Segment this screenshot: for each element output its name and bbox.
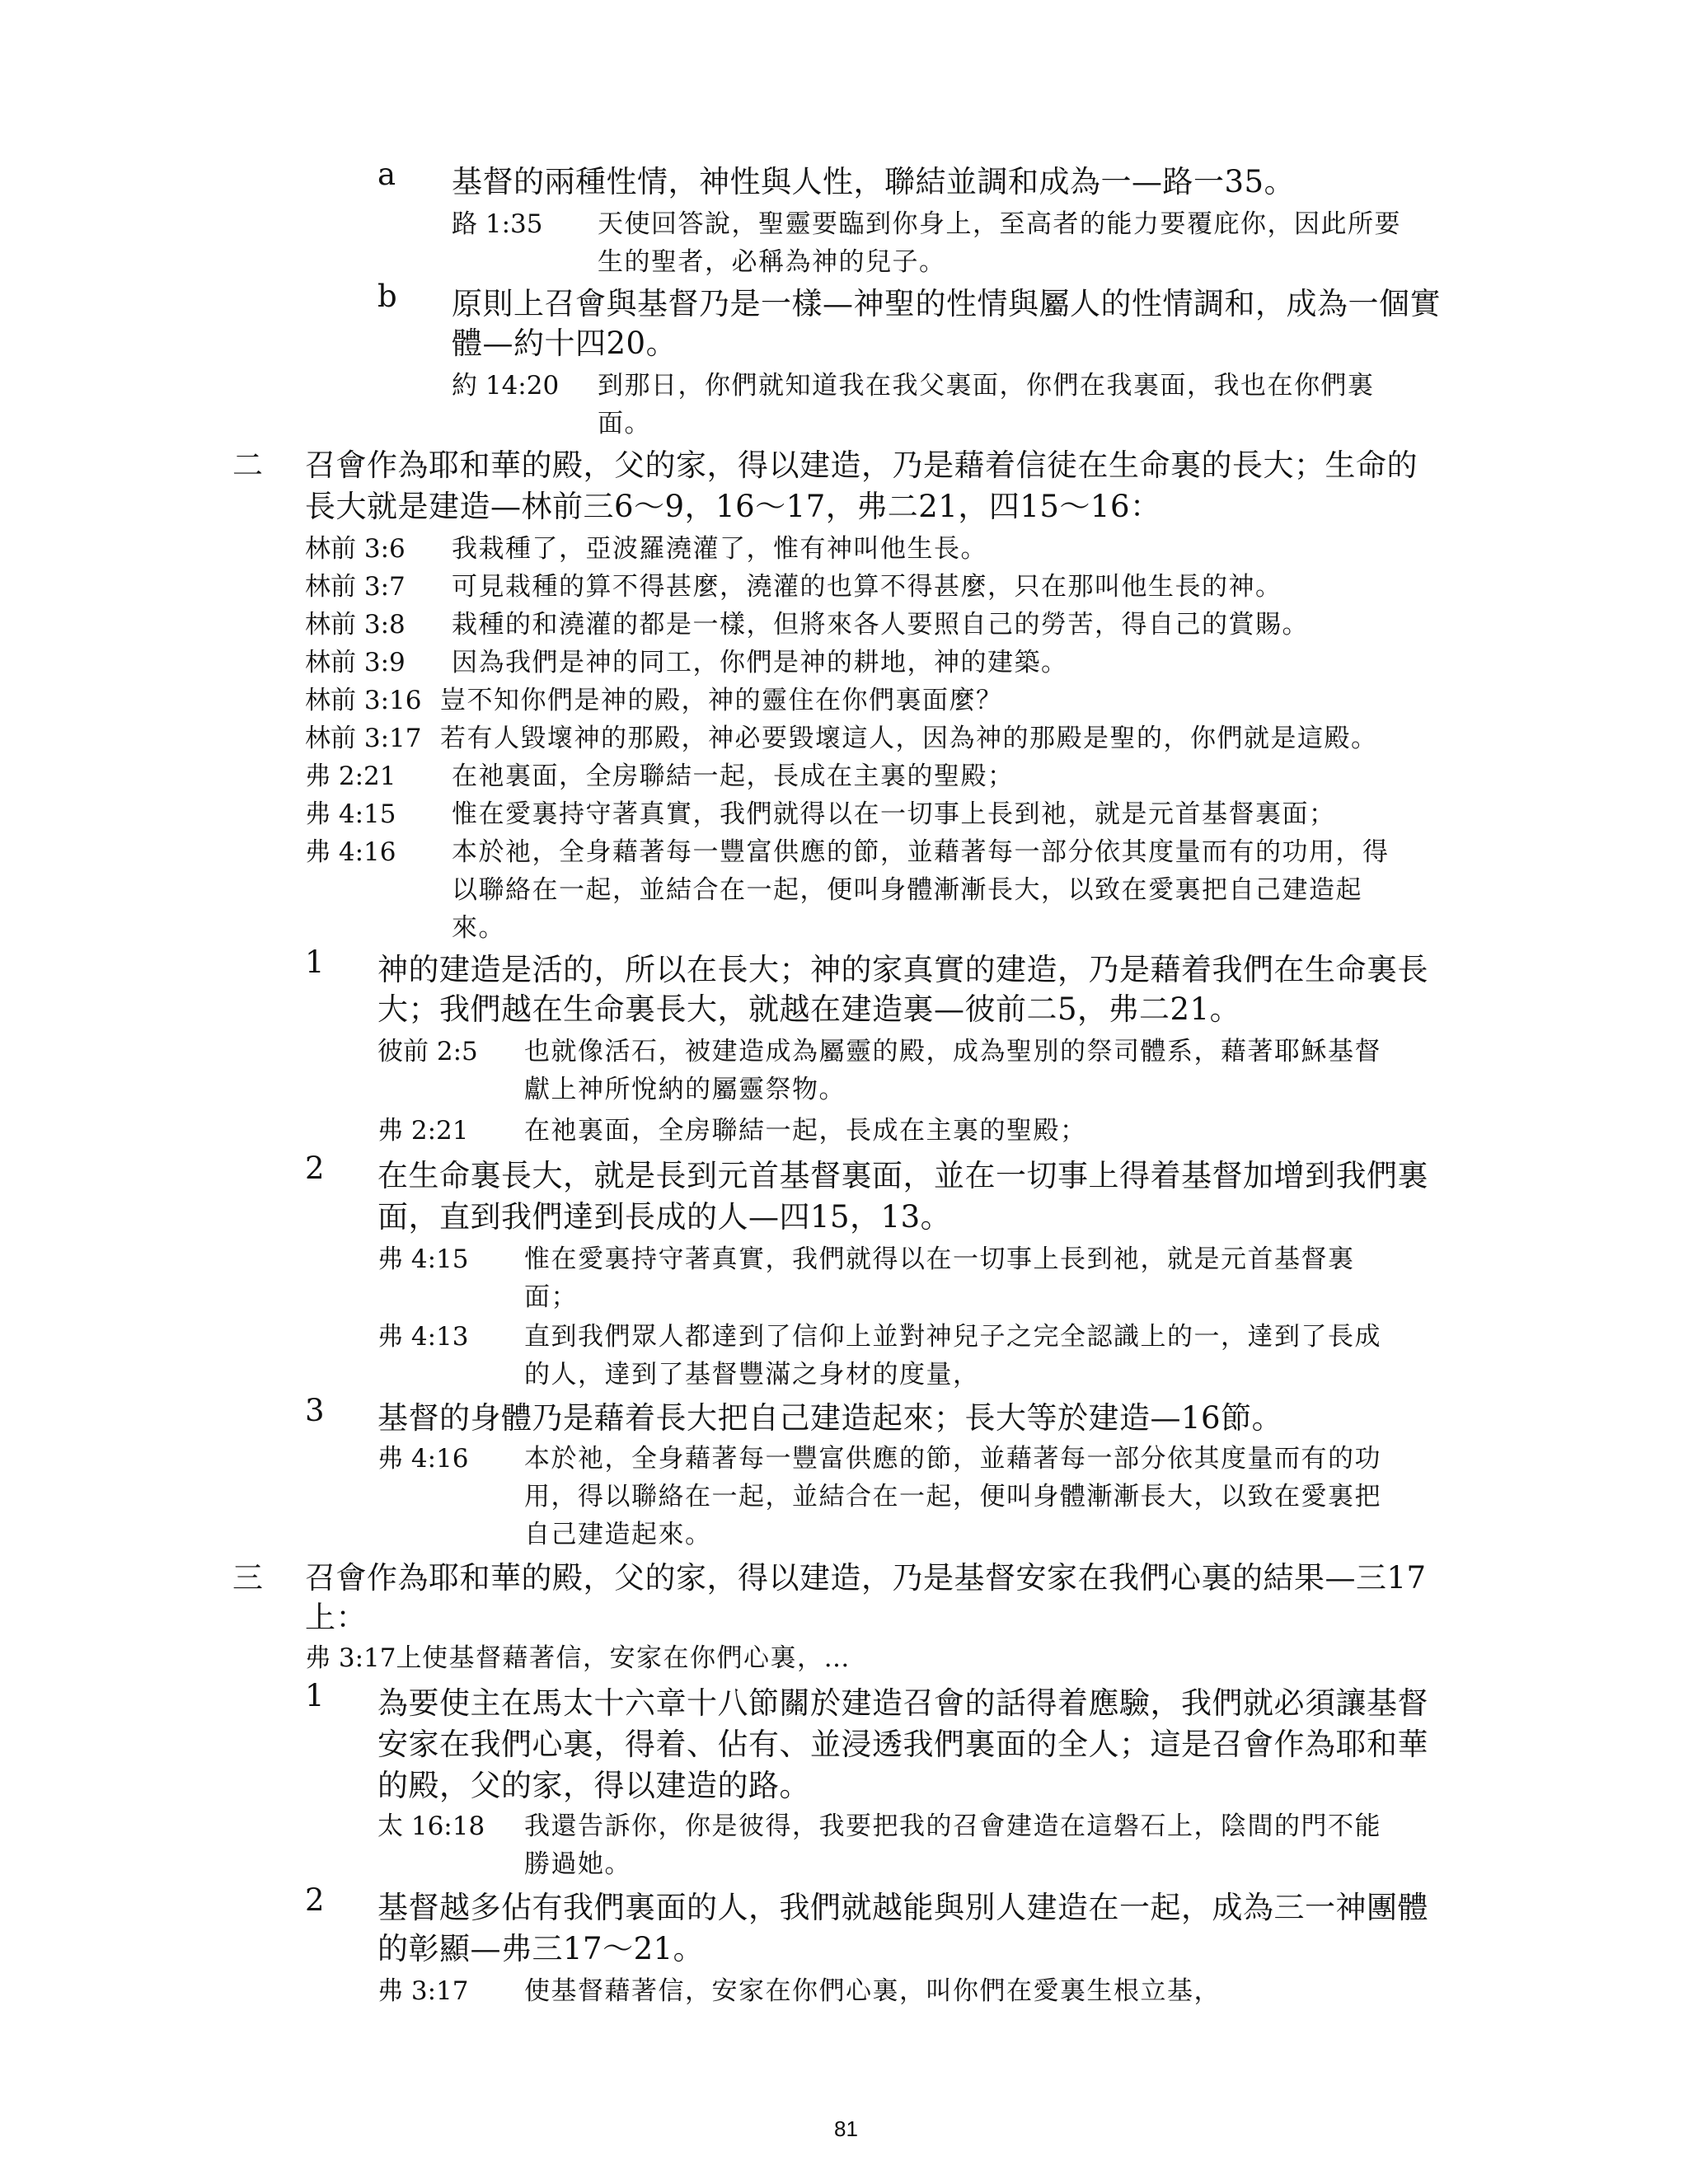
verse-reference: 約 14:20 <box>452 371 560 401</box>
verse-reference: 弗 3:17 <box>377 1976 469 2006</box>
verse-text: 以聯絡在一起，並結合在一起，便叫身體漸漸長大，以致在愛裏把自己建造起 <box>452 875 1362 905</box>
outline-text: 面，直到我們達到長成的人—四15，13。 <box>377 1199 952 1235</box>
verse-text: 若有人毀壞神的那殿，神必要毀壞這人，因為神的那殿是聖的，你們就是這殿。 <box>440 724 1378 753</box>
outline-text: 上： <box>305 1600 367 1635</box>
verse-reference: 彼前 2:5 <box>377 1037 478 1066</box>
verse-text: 的人，達到了基督豐滿之身材的度量， <box>524 1360 980 1390</box>
outline-label: 2 <box>305 1882 325 1918</box>
outline-text: 原則上召會與基督乃是一樣—神聖的性情與屬人的性情調和，成為一個實 <box>452 286 1441 321</box>
verse-reference: 林前 3:6 <box>305 534 406 564</box>
outline-text: 長大就是建造—林前三6～9，16～17，弗二21，四15～16： <box>305 489 1161 524</box>
outline-label: 二 <box>232 448 263 483</box>
verse-text: 自己建造起來。 <box>524 1520 712 1549</box>
outline-text: 召會作為耶和華的殿，父的家，得以建造，乃是基督安家在我們心裏的結果—三17 <box>305 1560 1427 1596</box>
verse-text: 可見栽種的算不得甚麼，澆灌的也算不得甚麼，只在那叫他生長的神。 <box>452 572 1282 602</box>
verse-reference: 林前 3:17 <box>305 724 422 753</box>
outline-text: 大；我們越在生命裏長大，就越在建造裏—彼前二5，弗二21。 <box>377 991 1241 1027</box>
verse-text: 使基督藉著信，安家在你們心裏，叫你們在愛裏生根立基， <box>524 1976 1221 2006</box>
verse-reference: 林前 3:7 <box>305 572 406 602</box>
verse-reference: 弗 3:17上 <box>305 1643 422 1673</box>
outline-text: 基督的兩種性情，神性與人性，聯結並調和成為一—路一35。 <box>452 164 1296 199</box>
verse-text: 到那日，你們就知道我在我父裏面，你們在我裏面，我也在你們裏 <box>598 371 1375 401</box>
outline-text: 安家在我們心裏，得着、佔有、並浸透我們裏面的全人；這是召會作為耶和華 <box>377 1727 1428 1762</box>
verse-text: 直到我們眾人都達到了信仰上並對神兒子之完全認識上的一，達到了長成 <box>524 1322 1381 1352</box>
outline-text: 在生命裏長大，就是長到元首基督裏面，並在一切事上得着基督加增到我們裏 <box>377 1158 1428 1193</box>
outline-label: b <box>377 279 397 314</box>
verse-reference: 弗 4:13 <box>377 1322 469 1352</box>
verse-text: 天使回答說，聖靈要臨到你身上，至高者的能力要覆庇你，因此所要 <box>598 209 1401 239</box>
verse-text: 面。 <box>598 409 651 438</box>
verse-text: 使基督藉著信，安家在你們心裏，… <box>422 1643 851 1673</box>
outline-text: 體—約十四20。 <box>452 326 678 361</box>
verse-text: 因為我們是神的同工，你們是神的耕地，神的建築。 <box>452 648 1068 677</box>
verse-text: 來。 <box>452 913 505 943</box>
outline-text: 的彰顯—弗三17～21。 <box>377 1931 705 1966</box>
outline-label: a <box>377 157 396 192</box>
verse-text: 在祂裏面，全房聯結一起，長成在主裏的聖殿； <box>452 762 1015 791</box>
outline-text: 基督越多佔有我們裏面的人，我們就越能與別人建造在一起，成為三一神團體 <box>377 1890 1428 1925</box>
outline-label: 3 <box>305 1393 325 1428</box>
verse-reference: 路 1:35 <box>452 209 543 239</box>
verse-text: 也就像活石，被建造成為屬靈的殿，成為聖別的祭司體系，藉著耶穌基督 <box>524 1037 1381 1066</box>
outline-text: 基督的身體乃是藉着長大把自己建造起來；長大等於建造—16節。 <box>377 1400 1283 1436</box>
verse-text: 惟在愛裏持守著真實，我們就得以在一切事上長到祂，就是元首基督裏面； <box>452 799 1336 829</box>
verse-reference: 弗 4:16 <box>305 837 396 867</box>
verse-text: 我還告訴你，你是彼得，我要把我的召會建造在這磐石上，陰間的門不能 <box>524 1811 1381 1841</box>
verse-text: 我栽種了，亞波羅澆灌了，惟有神叫他生長。 <box>452 534 987 564</box>
verse-reference: 林前 3:16 <box>305 686 422 715</box>
verse-text: 惟在愛裏持守著真實，我們就得以在一切事上長到祂，就是元首基督裏 <box>524 1244 1355 1274</box>
verse-text: 本於祂，全身藉著每一豐富供應的節，並藉著每一部分依其度量而有的功 <box>524 1444 1381 1474</box>
outline-label: 三 <box>232 1560 263 1596</box>
verse-text: 用，得以聯絡在一起，並結合在一起，便叫身體漸漸長大，以致在愛裏把 <box>524 1482 1381 1511</box>
verse-reference: 林前 3:8 <box>305 610 406 640</box>
verse-reference: 弗 4:15 <box>305 799 396 829</box>
verse-text: 豈不知你們是神的殿，神的靈住在你們裏面麼？ <box>440 686 1003 715</box>
verse-text: 栽種的和澆灌的都是一樣，但將來各人要照自己的勞苦，得自己的賞賜。 <box>452 610 1309 640</box>
verse-reference: 弗 4:15 <box>377 1244 469 1274</box>
verse-reference: 太 16:18 <box>377 1811 485 1841</box>
verse-text: 本於祂，全身藉著每一豐富供應的節，並藉著每一部分依其度量而有的功用，得 <box>452 837 1390 867</box>
outline-label: 1 <box>305 944 325 980</box>
verse-text: 面； <box>524 1282 578 1312</box>
verse-reference: 弗 4:16 <box>377 1444 469 1474</box>
verse-text: 獻上神所悅納的屬靈祭物。 <box>524 1075 846 1104</box>
outline-text: 召會作為耶和華的殿，父的家，得以建造，乃是藉着信徒在生命裏的長大；生命的 <box>305 448 1418 483</box>
page-number: 81 <box>834 2116 858 2141</box>
outline-label: 1 <box>305 1678 325 1713</box>
outline-text: 的殿，父的家，得以建造的路。 <box>377 1768 810 1803</box>
verse-reference: 弗 2:21 <box>377 1116 469 1146</box>
verse-reference: 弗 2:21 <box>305 762 396 791</box>
outline-text: 為要使主在馬太十六章十八節關於建造召會的話得着應驗，我們就必須讓基督 <box>377 1685 1428 1721</box>
verse-reference: 林前 3:9 <box>305 648 406 677</box>
verse-text: 在祂裏面，全房聯結一起，長成在主裏的聖殿； <box>524 1116 1087 1146</box>
verse-text: 生的聖者，必稱為神的兒子。 <box>598 247 946 277</box>
outline-text: 神的建造是活的，所以在長大；神的家真實的建造，乃是藉着我們在生命裏長 <box>377 952 1428 987</box>
verse-text: 勝過她。 <box>524 1849 631 1879</box>
outline-label: 2 <box>305 1151 325 1186</box>
